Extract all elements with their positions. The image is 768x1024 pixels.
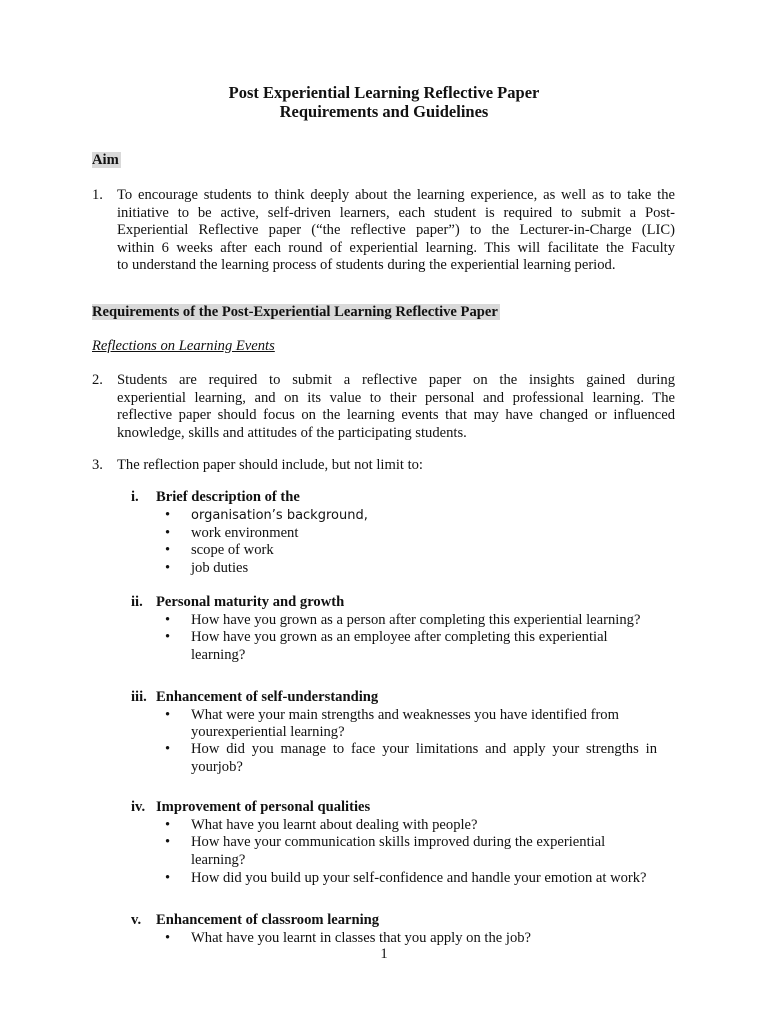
bullet-icon: • [165,525,171,541]
item-iv-number: iv. [131,799,146,815]
bullet-item: How did you manage to face your limitations and apply your strengths in [191,741,657,757]
bullet-icon: • [165,870,171,886]
bullet-item: organisation’s background, [191,508,368,523]
bullet-icon: • [165,834,171,850]
paragraph-2-line: reflective paper should focus on the learning events that may have changed or influenced [117,407,675,424]
paragraph-1-line: To encourage students to think deeply about the learning experience, as well as to take the [117,187,675,203]
bullet-icon: • [165,542,171,558]
item-iii-heading: Enhancement of self-understanding [156,689,379,705]
bullet-item: What have you learnt in classes that you apply on the job? [191,930,532,946]
bullet-icon: • [165,817,171,833]
bullet-item: What have you learnt about dealing with people? [191,817,478,833]
aim-heading [92,152,121,170]
bullet-item: How have your communication skills improved during the experiential [191,834,606,850]
item-i-heading: Brief description of the [156,489,300,505]
item-v-heading: Enhancement of classroom learning [156,912,380,928]
bullet-icon: • [165,930,171,946]
bullet-icon: • [165,707,171,723]
requirements-heading [92,304,500,322]
bullet-icon: • [165,612,171,628]
item-ii-heading: Personal maturity and growth [156,594,345,610]
bullet-item-continued: yourjob? [191,759,243,775]
bullet-item: How have you grown as an employee after completing this experiential [191,629,608,645]
item-iii-number: iii. [131,689,147,705]
document-title: Post Experiential Learning Reflective Paper [228,83,540,102]
bullet-item: job duties [191,560,249,576]
bullet-item: What were your main strengths and weaknesses you have identified from [191,707,619,723]
bullet-item-continued: learning? [191,647,246,663]
paragraph-1-number: 1. [92,187,103,203]
bullet-item: How did you build up your self-confidence and handle your emotion at work? [191,870,647,886]
paragraph-3-number: 3. [92,457,103,473]
page-number: 1 [380,946,388,962]
paragraph-2-line: knowledge, skills and attitudes of the participating students. [117,424,467,441]
item-i-number: i. [131,489,139,505]
bullet-icon: • [165,629,171,645]
bullet-item-continued: learning? [191,852,246,868]
paragraph-1 [117,187,675,275]
bullet-item: scope of work [191,542,274,558]
paragraph-1-line: within 6 weeks after each round of experiential learning. This will facilitate the Faculty [117,239,675,256]
document-subtitle: Requirements and Guidelines [279,102,489,121]
requirements-heading-text: Requirements of the Post-Experiential Learning Reflective Paper [92,304,498,320]
reflections-subheading: Reflections on Learning Events [92,338,275,354]
paragraph-2-line: Students are required to submit a reflective paper on the insights gained during [117,372,675,388]
paragraph-2 [117,372,675,442]
paragraph-1-line: Experiential Reflective paper (“the reflective paper”) to the Lecturer-in-Charge (LIC) [117,222,675,239]
bullet-icon: • [165,741,171,757]
bullet-icon: • [165,507,171,523]
item-iv-heading: Improvement of personal qualities [156,799,371,815]
bullet-icon: • [165,560,171,576]
paragraph-3: The reflection paper should include, but not limit to: [117,457,423,473]
bullet-item-continued: yourexperiential learning? [191,724,345,740]
paragraph-2-line: experiential learning, and on its value to their personal and professional learning. The [117,389,675,406]
paragraph-1-line: initiative to be active, self-driven learners, each student is required to submit a Post- [117,204,675,221]
item-ii-number: ii. [131,594,143,610]
bullet-item: work environment [191,525,299,541]
bullet-item: How have you grown as a person after completing this experiential learning? [191,612,641,628]
item-v-number: v. [131,912,142,928]
aim-heading-text: Aim [92,152,119,168]
paragraph-2-number: 2. [92,372,103,388]
paragraph-1-line: to understand the learning process of students during the experiential learning period. [117,257,616,274]
